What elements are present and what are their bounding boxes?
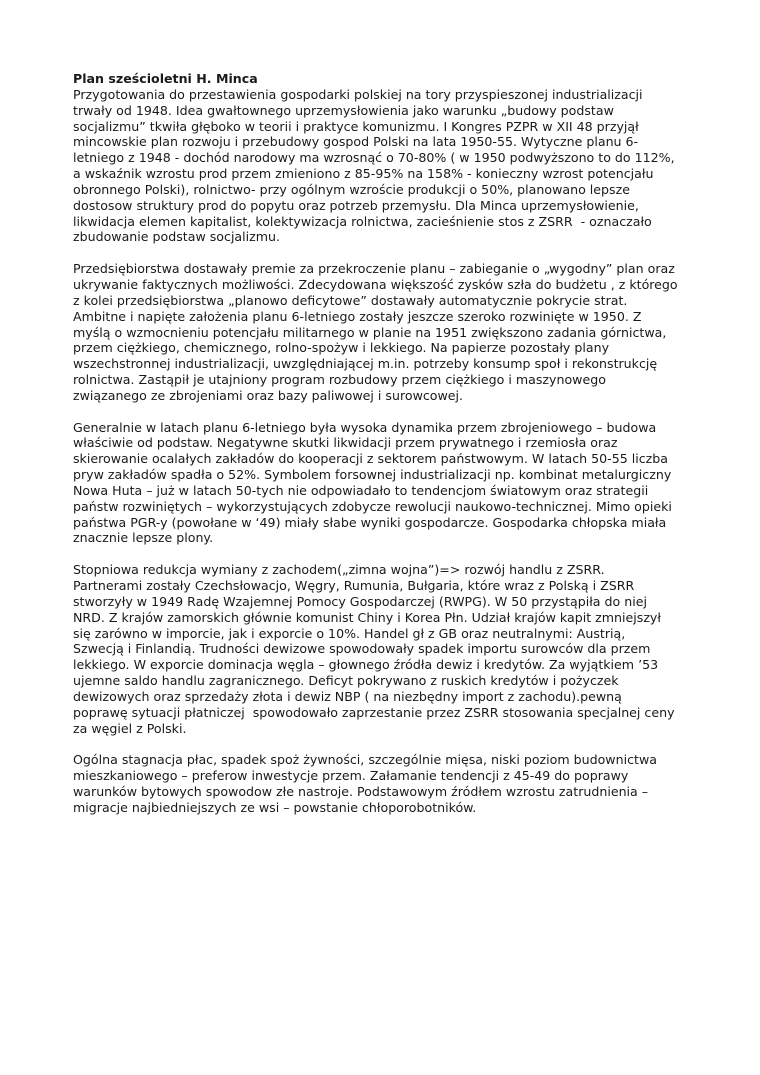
text-line: Generalnie w latach planu 6-letniego była wysoka dynamika przem zbrojeniowego – budowa bbox=[73, 419, 657, 435]
text-line: Przygotowania do przestawienia gospodarki polskiej na tory przyspieszonej industrializacji bbox=[73, 86, 643, 102]
paragraph bbox=[73, 87, 688, 245]
text-line: Szwecją i Finlandią. Trudności dewizowe spowodowały spadek importu surowców dla przem bbox=[73, 641, 651, 657]
document-title: Plan sześcioletni H. Minca bbox=[73, 71, 258, 86]
text-line: lekkiego. W exporcie dominacja węgla – głownego źródła dewiz i kredytów. Za wyjątkiem ’53 bbox=[73, 657, 659, 673]
text-line: socjalizmu” tkwiła głęboko w teorii i praktyce komunizmu. I Kongres PZPR w XII 48 przyjął bbox=[73, 118, 639, 134]
text-line: Nowa Huta – już w latach 50-tych nie odpowiadało to tendencjom światowym oraz strategii bbox=[73, 482, 649, 498]
text-line: obronnego Polski), rolnictwo- przy ogólnym wzroście produkcji o 50%, planowano lepsze bbox=[73, 181, 630, 197]
text-line: znacznie lepsze plony. bbox=[73, 530, 214, 546]
document-page bbox=[73, 71, 688, 832]
text-line: rolnictwa. Zastąpił je utajniony program rozbudowy przem ciężkiego i maszynowego bbox=[73, 372, 606, 388]
document-body bbox=[73, 87, 688, 816]
text-line: za węgiel z Polski. bbox=[73, 720, 187, 736]
paragraph bbox=[73, 420, 688, 547]
text-line: migracje najbiedniejszych ze wsi – powstanie chłoporobotników. bbox=[73, 799, 477, 815]
text-line: Stopniowa redukcja wymiany z zachodem(„zimna wojna”)=> rozwój handlu z ZSRR. bbox=[73, 562, 605, 578]
paragraph bbox=[73, 562, 688, 736]
text-line: dewizowych oraz sprzedaży złota i dewiz NBP ( na niezbędny import z zachodu).pewną bbox=[73, 688, 622, 704]
paragraph bbox=[73, 752, 688, 815]
text-line: związanego ze zbrojeniami oraz bazy paliwowej i surowcowej. bbox=[73, 387, 464, 403]
text-line: NRD. Z krajów zamorskich głównie komunist Chiny i Korea Płn. Udział krajów kapit zmniejszył bbox=[73, 609, 661, 625]
text-line: się zarówno w imporcie, jak i exporcie o 10%. Handel gł z GB oraz neutralnymi: Austrią, bbox=[73, 625, 626, 641]
text-line: przem ciężkiego, chemicznego, rolno-spożyw i lekkiego. Na papierze pozostały plany bbox=[73, 340, 610, 356]
text-line: pryw zakładów spadła o 52%. Symbolem forsownej industrializacji np. kombinat metalurgiczny bbox=[73, 467, 672, 483]
text-line: skierowanie ocalałych zakładów do kooperacji z sektorem państwowym. W latach 50-55 liczba bbox=[73, 451, 668, 467]
text-line: letniego z 1948 - dochód narodowy ma wzrosnąć o 70-80% ( w 1950 podwyższono to do 112%, bbox=[73, 150, 675, 166]
text-line: państwa PGR-y (powołane w ‘49) miały słabe wyniki gospodarcze. Gospodarka chłopska miała bbox=[73, 514, 667, 530]
text-line: Ambitne i napięte założenia planu 6-letniego zostały jeszcze szeroko rozwinięte w 1950. Z bbox=[73, 308, 642, 324]
text-line: trwały od 1948. Idea gwałtownego uprzemysłowienia jako warunku „budowy podstaw bbox=[73, 102, 614, 118]
text-line: właściwie od podstaw. Negatywne skutki likwidacji przem prywatnego i rzemiosła oraz bbox=[73, 435, 618, 451]
paragraph bbox=[73, 261, 688, 404]
text-line: myślą o wzmocnieniu potencjału militarnego w planie na 1951 zwiększono zadania górnictwa, bbox=[73, 324, 667, 340]
text-line: a wskaźnik wzrostu prod przem zmieniono z 85-95% na 158% - konieczny wzrost potencjału bbox=[73, 166, 654, 182]
text-line: mieszkaniowego – preferow inwestycje przem. Załamanie tendencji z 45-49 do poprawy bbox=[73, 768, 629, 784]
text-line: wszechstronnej industrializacji, uwzględniającej m.in. potrzeby konsump społ i rekonstrukcję bbox=[73, 356, 658, 372]
text-line: Partnerami zostały Czechsłowacjo, Węgry, Rumunia, Bułgaria, które wraz z Polską i ZSRR bbox=[73, 578, 635, 593]
text-line: stworzyły w 1949 Radę Wzajemnej Pomocy Gospodarczej (RWPG). W 50 przystąpiła do niej bbox=[73, 593, 647, 609]
text-line: mincowskie plan rozwoju i przebudowy gospod Polski na lata 1950-55. Wytyczne planu 6- bbox=[73, 134, 639, 150]
text-line: zbudowanie podstaw socjalizmu. bbox=[73, 229, 281, 245]
text-line: z kolei przedsiębiorstwa „planowo deficytowe” dostawały automatycznie pokrycie strat. bbox=[73, 292, 628, 308]
text-line: ujemne saldo handlu zagranicznego. Deficyt pokrywano z ruskich kredytów i pożyczek bbox=[73, 673, 619, 689]
text-line: Przedsiębiorstwa dostawały premie za przekroczenie planu – zabieganie o „wygodny” plan oraz bbox=[73, 261, 675, 277]
text-line: ukrywanie faktycznych możliwości. Zdecydowana większość zysków szła do budżetu , z którego bbox=[73, 276, 678, 292]
text-line: dostosow struktury prod do popytu oraz potrzeb przemysłu. Dla Minca uprzemysłowienie, bbox=[73, 197, 639, 213]
text-line: poprawę sytuacji płatniczej spowodowało zaprzestanie przez ZSRR stosowania specjalnej ceny bbox=[73, 704, 675, 720]
text-line: likwidacja elemen kapitalist, kolektywizacja rolnictwa, zacieśnienie stos z ZSRR - oznaczało bbox=[73, 213, 652, 229]
text-line: Ogólna stagnacja płac, spadek spoż żywności, szczególnie mięsa, niski poziom budownictwa bbox=[73, 752, 657, 768]
text-line: państw rozwiniętych – wykorzystujących zdobycze rewolucji naukowo-technicznej. Mimo opieki bbox=[73, 498, 672, 514]
text-line: warunków bytowych spowodow złe nastroje. Podstawowym źródłem wzrostu zatrudnienia – bbox=[73, 783, 649, 799]
